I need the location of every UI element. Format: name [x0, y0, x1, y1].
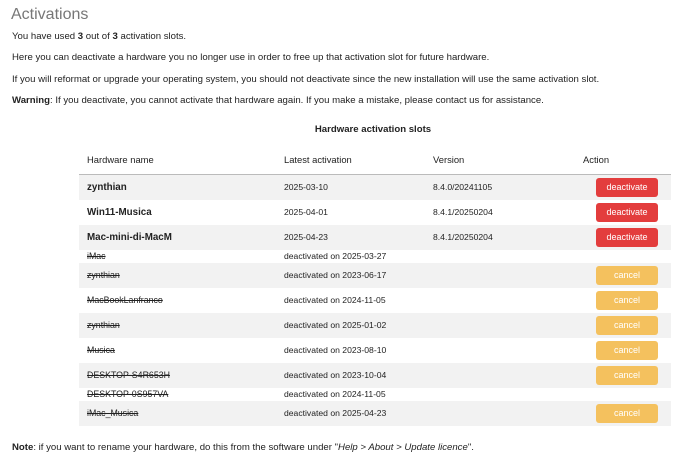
note-menu-path: Help > About > Update licence	[338, 442, 468, 453]
cancel-button[interactable]: cancel	[596, 341, 658, 360]
version: 8.4.1/20250204	[433, 232, 493, 242]
deactivation-status: deactivated on 2025-01-02	[284, 320, 387, 330]
header-latest-activation: Latest activation	[284, 144, 433, 175]
deactivate-button[interactable]: deactivate	[596, 228, 658, 247]
hardware-name: iMac	[87, 251, 106, 261]
hardware-name: MacBookLanfranco	[87, 295, 163, 305]
deactivation-status: deactivated on 2023-08-10	[284, 345, 387, 355]
hardware-name: Mac-mini-di-MacM	[87, 231, 172, 243]
cancel-button[interactable]: cancel	[596, 266, 658, 285]
activation-date: 2025-04-23	[284, 232, 328, 242]
warning-text	[12, 95, 544, 106]
note-text: : if you want to rename your hardware, do this from the software under "	[33, 442, 339, 453]
table-row	[79, 225, 671, 250]
usage-prefix: You have used	[12, 31, 78, 42]
usage-middle: out of	[83, 31, 113, 42]
total-count: 3	[112, 31, 118, 42]
version: 8.4.0/20241105	[433, 182, 493, 193]
header-version: Version	[433, 144, 583, 175]
activation-slots-table	[79, 144, 671, 426]
deactivation-status: deactivated on 2023-06-17	[284, 270, 387, 280]
deactivation-status: deactivated on 2024-11-05	[284, 295, 386, 305]
deactivate-button[interactable]: deactivate	[596, 203, 658, 222]
version: 8.4.1/20250204	[433, 207, 493, 217]
cancel-button[interactable]: cancel	[596, 316, 658, 335]
note-text-end: ".	[467, 442, 474, 453]
table-row	[79, 363, 671, 388]
hardware-name: zynthian	[87, 181, 127, 193]
info-deactivate: Here you can deactivate a hardware you no longer use in order to free up that activation slot for future hardware.	[12, 52, 490, 63]
used-count: 3	[77, 31, 84, 42]
table-row	[79, 388, 671, 401]
info-reformat: If you will reformat or upgrade your operating system, you should not deactivate since the new installation will use the same activation slot.	[12, 74, 600, 85]
hardware-name: DESKTOP-0S957VA	[87, 389, 169, 399]
table-row	[79, 288, 671, 313]
cancel-button[interactable]: cancel	[596, 404, 658, 423]
hardware-name: zynthian	[87, 320, 120, 330]
activation-date: 2025-04-01	[284, 207, 328, 217]
usage-summary	[12, 31, 186, 42]
deactivation-status: deactivated on 2024-11-05	[284, 389, 386, 399]
header-hardware-name: Hardware name	[79, 144, 284, 175]
cancel-button[interactable]: cancel	[596, 291, 658, 310]
table-header-row	[79, 144, 671, 175]
hardware-name: zynthian	[87, 270, 120, 280]
table-row	[79, 338, 671, 363]
deactivation-status: deactivated on 2023-10-04	[284, 370, 387, 380]
page-title: Activations	[11, 6, 89, 23]
warning-body: : If you deactivate, you cannot activate that hardware again. If you make a mistake, please contact us for assistance.	[50, 95, 544, 106]
warning-label: Warning	[12, 95, 51, 106]
table-caption: Hardware activation slots	[314, 124, 432, 135]
deactivation-status: deactivated on 2025-03-27	[284, 251, 387, 261]
table-row	[79, 263, 671, 288]
hardware-name: Win11-Musica	[87, 206, 152, 218]
cancel-button[interactable]: cancel	[596, 366, 658, 385]
usage-suffix: activation slots.	[117, 31, 187, 42]
table-row	[79, 250, 671, 263]
hardware-name: Musica	[87, 345, 115, 355]
hardware-name: iMac_Musica	[87, 408, 139, 418]
table-row	[79, 313, 671, 338]
action-cell	[583, 250, 671, 263]
action-cell	[583, 388, 671, 401]
table-row	[79, 401, 671, 426]
table-row	[79, 175, 671, 200]
note-label: Note	[12, 442, 34, 453]
hardware-name: DESKTOP-S4R653H	[87, 370, 170, 380]
rename-note	[12, 442, 474, 453]
header-action: Action	[583, 144, 671, 175]
deactivation-status: deactivated on 2025-04-23	[284, 408, 387, 418]
deactivate-button[interactable]: deactivate	[596, 178, 658, 197]
activation-date: 2025-03-10	[284, 182, 328, 193]
table-row	[79, 200, 671, 225]
